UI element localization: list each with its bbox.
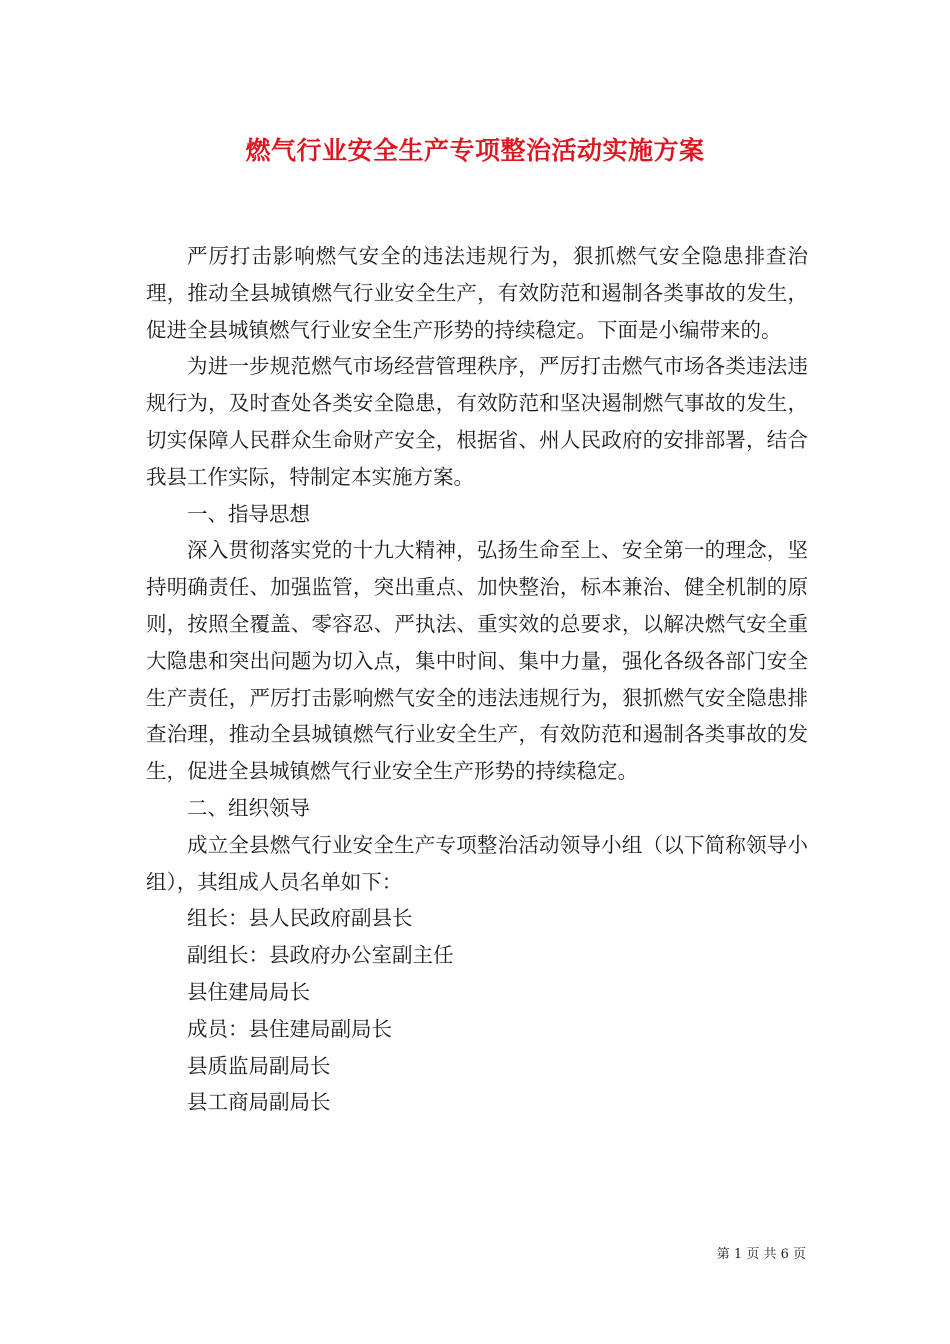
paragraph-leading-group: 成立全县燃气行业安全生产专项整治活动领导小组（以下简称领导小组），其组成人员名单如下： bbox=[146, 832, 808, 894]
paragraph-guiding-ideology: 深入贯彻落实党的十九大精神，弘扬生命至上、安全第一的理念，坚持明确责任、加强监管，突出重点、加快整治，标本兼治、健全机制的原则，按照全覆盖、零容忍、严执法、重实效的总要求，以解决燃气安全重大隐患和突出问题为切入点，集中时间、集中力量，强化各级各部门安全生产责任，严厉打击影响燃气安全的违法违规行为，狠抓燃气安全隐患排查治理，推动全县城镇燃气行业安全生产，有效防范和遏制各类事故的发生，促进全县城镇燃气行业安全生产形势的持续稳定。 bbox=[146, 538, 808, 784]
paragraph-purpose: 为进一步规范燃气市场经营管理秩序，严厉打击燃气市场各类违法违规行为，及时查处各类安全隐患，有效防范和坚决遏制燃气事故的发生，切实保障人民群众生命财产安全，根据省、州人民政府的安排部署，结合我县工作实际，特制定本实施方案。 bbox=[146, 354, 808, 489]
list-item: 县工商局副局长 bbox=[187, 1090, 331, 1115]
list-item: 副组长：县政府办公室副主任 bbox=[187, 943, 454, 968]
list-item: 县住建局局长 bbox=[187, 979, 310, 1004]
page-number-footer: 第 1 页 共 6 页 bbox=[716, 1247, 806, 1262]
list-item: 县质监局副局长 bbox=[187, 1053, 331, 1078]
list-item: 组长：县人民政府副县长 bbox=[187, 906, 413, 931]
section-heading-organization: 二、组织领导 bbox=[187, 795, 310, 820]
paragraph-intro: 严厉打击影响燃气安全的违法违规行为，狠抓燃气安全隐患排查治理，推动全县城镇燃气行业安全生产，有效防范和遏制各类事故的发生，促进全县城镇燃气行业安全生产形势的持续稳定。下面是小编带来的。 bbox=[146, 244, 808, 342]
document-body bbox=[146, 238, 808, 1121]
page-title: 燃气行业安全生产专项整治活动实施方案 bbox=[245, 136, 705, 165]
list-item: 成员：县住建局副局长 bbox=[187, 1016, 392, 1041]
section-heading-guiding-ideology: 一、指导思想 bbox=[187, 501, 310, 526]
